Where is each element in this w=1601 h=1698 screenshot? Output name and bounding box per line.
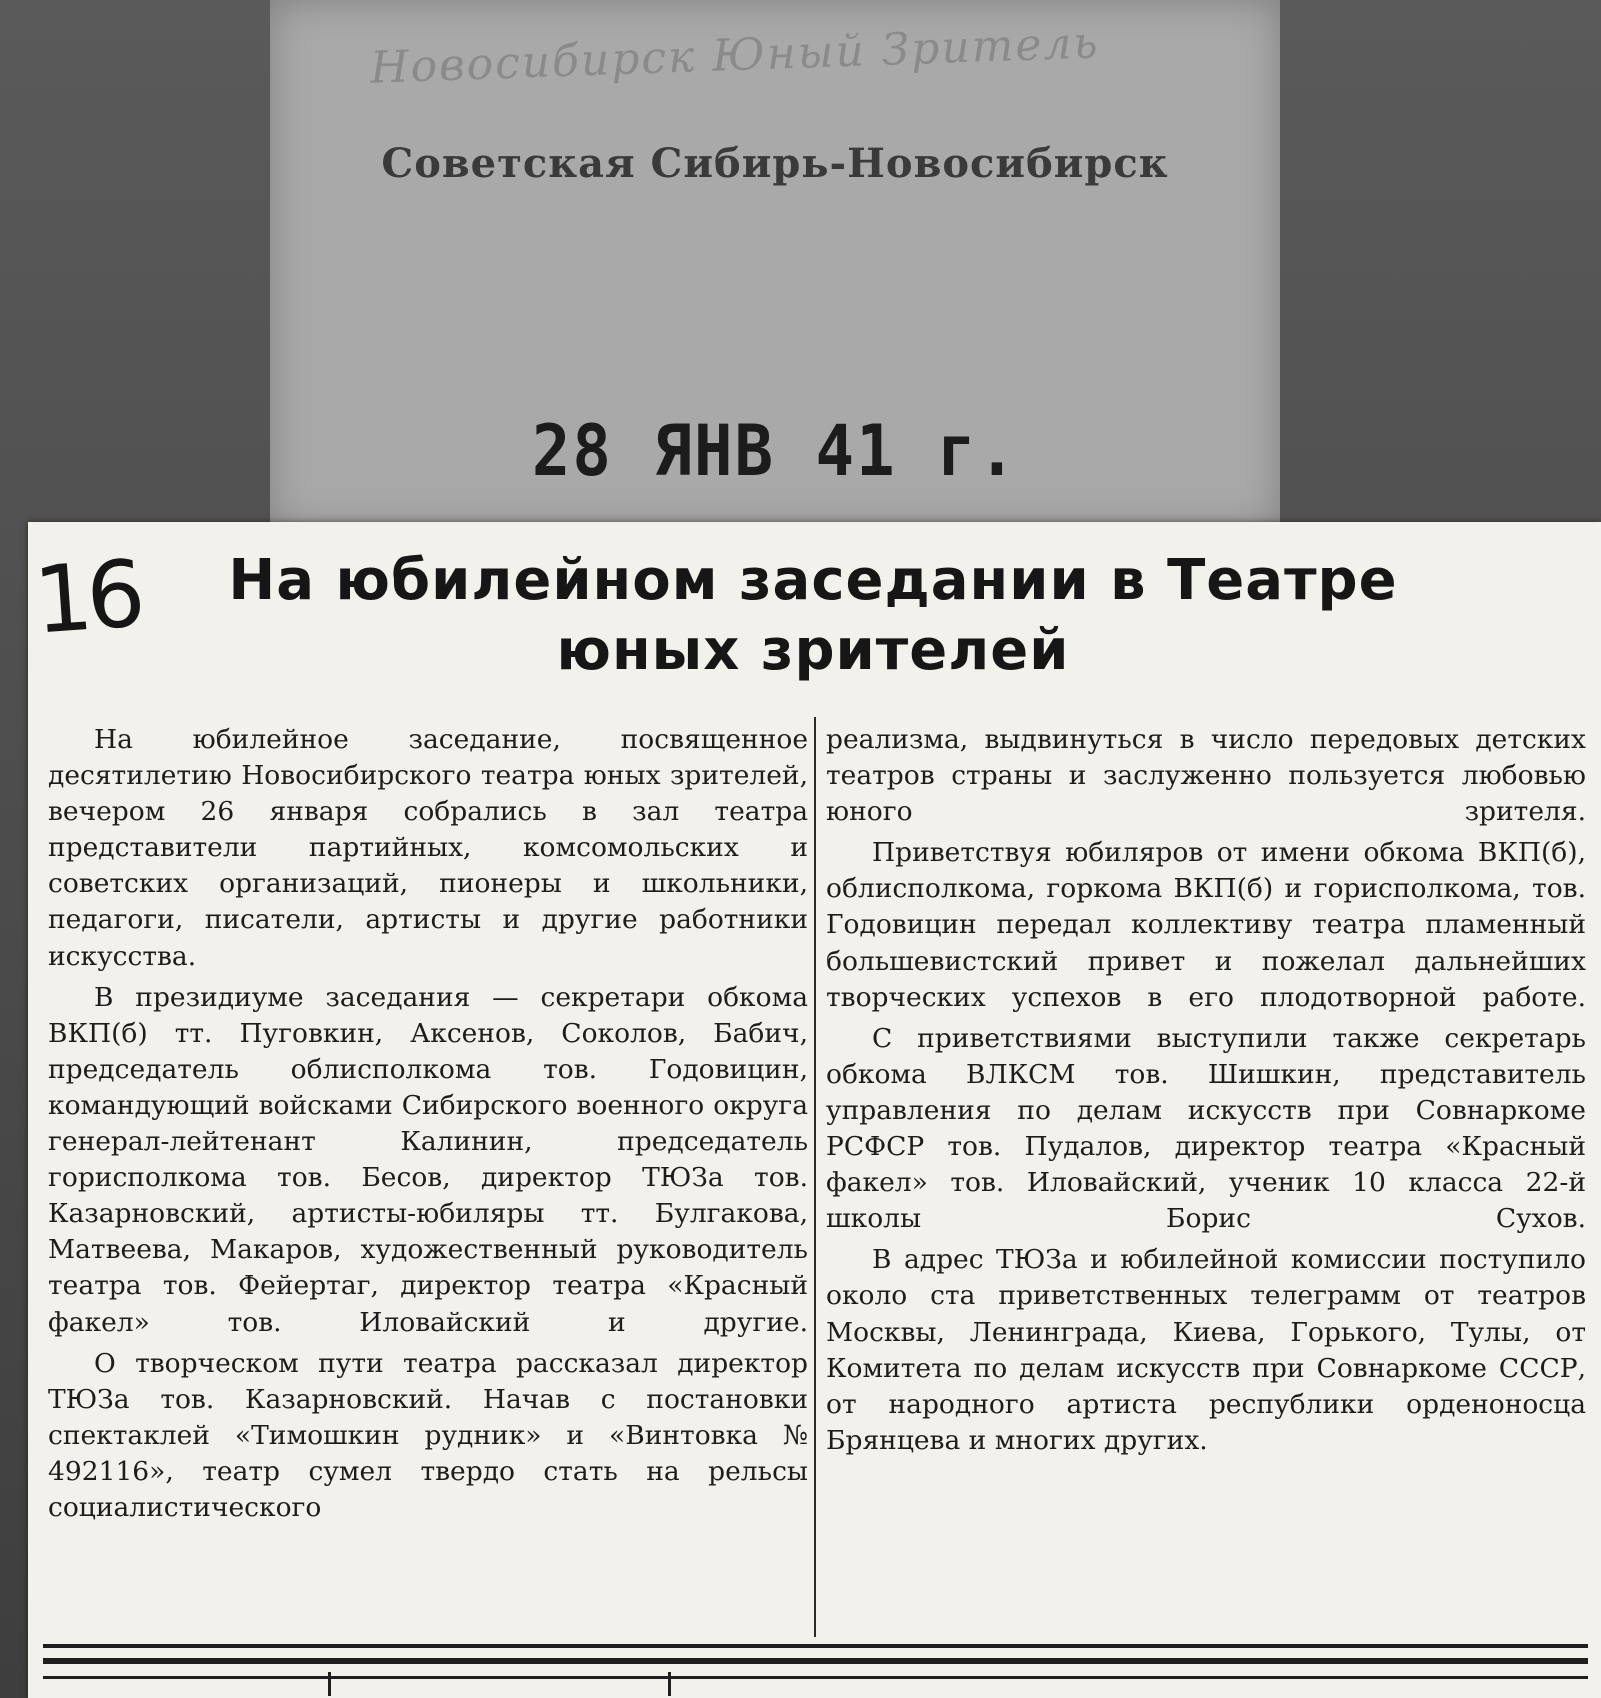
paragraph: Приветствуя юбиляров от имени обкома ВКП(б), облисполкома, горкома ВКП(б) и горисполкома, тов. Годовицин передал коллективу театра пламенный большевистский привет и пожелал дальнейших творческих успехов в его плодотворной работе. [826,837,1586,1013]
paragraph: О творческом пути театра рассказал директор ТЮЗа тов. Казарновский. Начав с постановки спектаклей «Тимошкин рудник» и «Винтовка № 492116», театр сумел твердо стать на рельсы социалистического [48,1347,808,1523]
paragraph: С приветствиями выступили также секретарь обкома ВЛКСМ тов. Шишкин, представитель управления по делам искусств при Совнаркоме РСФСР тов. Пудалов, директор театра «Красный факел» тов. Иловайский, ученик 10 класса 22-й школы Борис Сухов. [826,1022,1586,1235]
bottom-rule [43,1676,1588,1679]
bottom-rule [43,1644,1588,1648]
rule-tick [328,1672,331,1696]
paragraph: реализма, выдвинуться в число передовых детских театров страны и заслуженно пользуется любовью юного зрителя. [826,724,1586,828]
column-divider [814,717,816,1637]
handwritten-page-number: 16 [30,540,143,655]
date-stamp: 28 ЯНВ 41 г. [531,411,1019,493]
article-headline: На юбилейном заседании в Театре юных зрителей [228,548,1398,683]
archive-label-card [270,0,1280,530]
article-column-right [826,722,1586,1464]
paragraph: На юбилейное заседание, посвященное десятилетию Новосибирского театра юных зрителей, вечером 26 января собрались в зал театра представители партийных, комсомольских и советских организаций, пионеры и школьники, педагоги, писатели, артисты и другие работники искусства. [48,724,808,972]
newspaper-clipping [28,522,1601,1698]
source-stamp: Советская Сибирь-Новосибирск [381,140,1169,187]
handwritten-note: Новосибирск Юный Зритель [369,17,1101,94]
rule-tick [668,1672,671,1696]
paragraph: В адрес ТЮЗа и юбилейной комиссии поступило около ста приветственных телеграмм от театров Москвы, Ленинграда, Киева, Горького, Тулы, от Комитета по делам искусств при Совнаркоме СССР, от народного артиста республики орденоносца Брянцева и многих других. [826,1244,1586,1456]
article-column-left [48,722,808,1531]
bottom-rule [43,1658,1588,1664]
paragraph: В президиуме заседания — секретари обкома ВКП(б) тт. Пуговкин, Аксенов, Соколов, Бабич, председатель облисполкома тов. Годовицин, командующий войсками Сибирского военного округа генерал-лейтенант Калинин, председатель горисполкома тов. Бесов, директор ТЮЗа тов. Казарновский, артисты-юбиляры тт. Булгакова, Матвеева, Макаров, художественный руководитель театра тов. Фейертаг, директор театра «Красный факел» тов. Иловайский и другие. [48,981,808,1338]
